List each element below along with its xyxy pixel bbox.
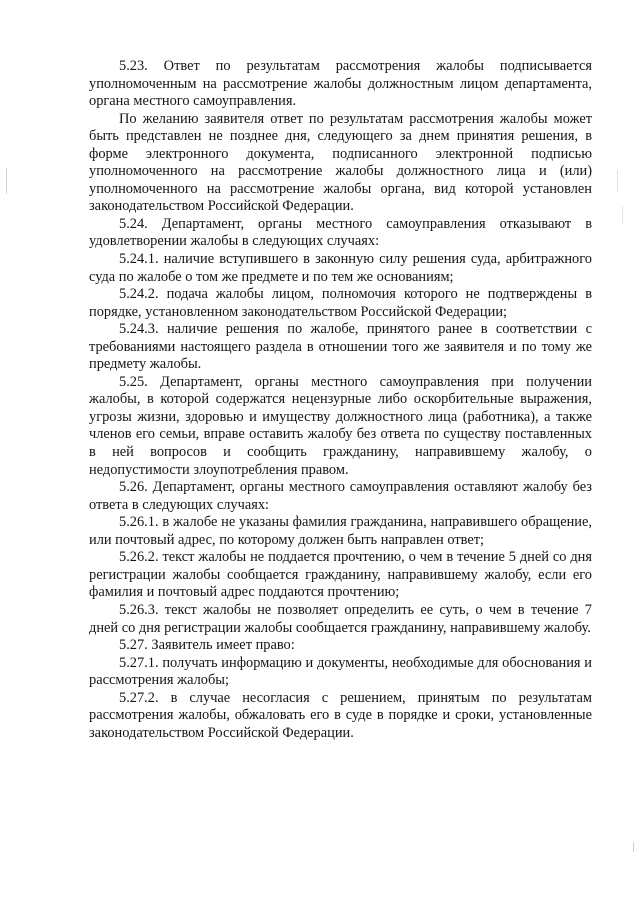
paragraph-5-24-2: 5.24.2. подача жалобы лицом, полномочия которого не подтверждены в порядке, установленном законодательством Российской Федерации; — [89, 286, 592, 320]
scan-edge-mark — [622, 206, 623, 224]
paragraph-5-24: 5.24. Департамент, органы местного самоуправления отказывают в удовлетворении жалобы в следующих случаях: — [89, 215, 592, 250]
paragraph-5-26-1: 5.26.1. в жалобе не указаны фамилия гражданина, направившего обращение, или почтовый адрес, по которому должен быть направлен ответ; — [89, 514, 592, 548]
paragraph-5-27: 5.27. Заявитель имеет право: — [119, 637, 295, 654]
paragraph-5-24-1: 5.24.1. наличие вступившего в законную силу решения суда, арбитражного суда по жалобе о том же предмете и по тем же основаниям; — [89, 251, 592, 285]
paragraph-5-26: 5.26. Департамент, органы местного самоуправления оставляют жалобу без ответа в следующих случаях: — [89, 479, 592, 513]
paragraph-5-26-2: 5.26.2. текст жалобы не поддается прочтению, о чем в течение 5 дней со дня регистрации жалобы сообщается гражданину, направившему жалобу, если его фамилия и почтовый адрес поддаются прочтению; — [89, 549, 592, 601]
paragraph-5-23-electronic-reply: По желанию заявителя ответ по результатам рассмотрения жалобы может быть представлен не позднее дня, следующего за днем принятия решения, в форме электронного документа, подписанного электронной подписью уполномоченного на рассмотрение жалобы должностного лица и (или) уполномоченного на рассмотрение жалобы органа, вид которой установлен законодательством Российской Федерации. — [89, 110, 592, 215]
paragraph-5-26-3: 5.26.3. текст жалобы не позволяет определить ее суть, о чем в течение 7 дней со дня регистрации жалобы сообщается гражданину, направившему жалобу. — [89, 601, 592, 636]
paragraph-5-24-3: 5.24.3. наличие решения по жалобе, принятого ранее в соответствии с требованиями настоящего раздела в отношении того же заявителя и по тому же предмету жалобы. — [89, 321, 592, 373]
scan-edge-mark — [633, 842, 634, 852]
paragraph-5-23: 5.23. Ответ по результатам рассмотрения жалобы подписывается уполномоченным на рассмотрение жалобы должностным лицом департамента, органа местного самоуправления. — [89, 58, 592, 110]
scan-edge-mark — [6, 168, 7, 194]
scan-edge-mark — [617, 170, 618, 192]
paragraph-5-25: 5.25. Департамент, органы местного самоуправления при получении жалобы, в которой содержатся нецензурные либо оскорбительные выражения, угрозы жизни, здоровью и имуществу должностного лица (работника), а также членов его семьи, вправе оставить жалобу без ответа по существу поставленных в ней вопросов и сообщить гражданину, направившему жалобу, о недопустимости злоупотребления правом. — [89, 373, 592, 478]
paragraph-5-27-1: 5.27.1. получать информацию и документы, необходимые для обоснования и рассмотрения жалобы; — [89, 654, 592, 689]
document-body — [89, 58, 592, 742]
paragraph-5-27-2: 5.27.2. в случае несогласия с решением, принятым по результатам рассмотрения жалобы, обжаловать его в суде в порядке и сроки, установленные законодательством Российской Федерации. — [89, 689, 592, 741]
